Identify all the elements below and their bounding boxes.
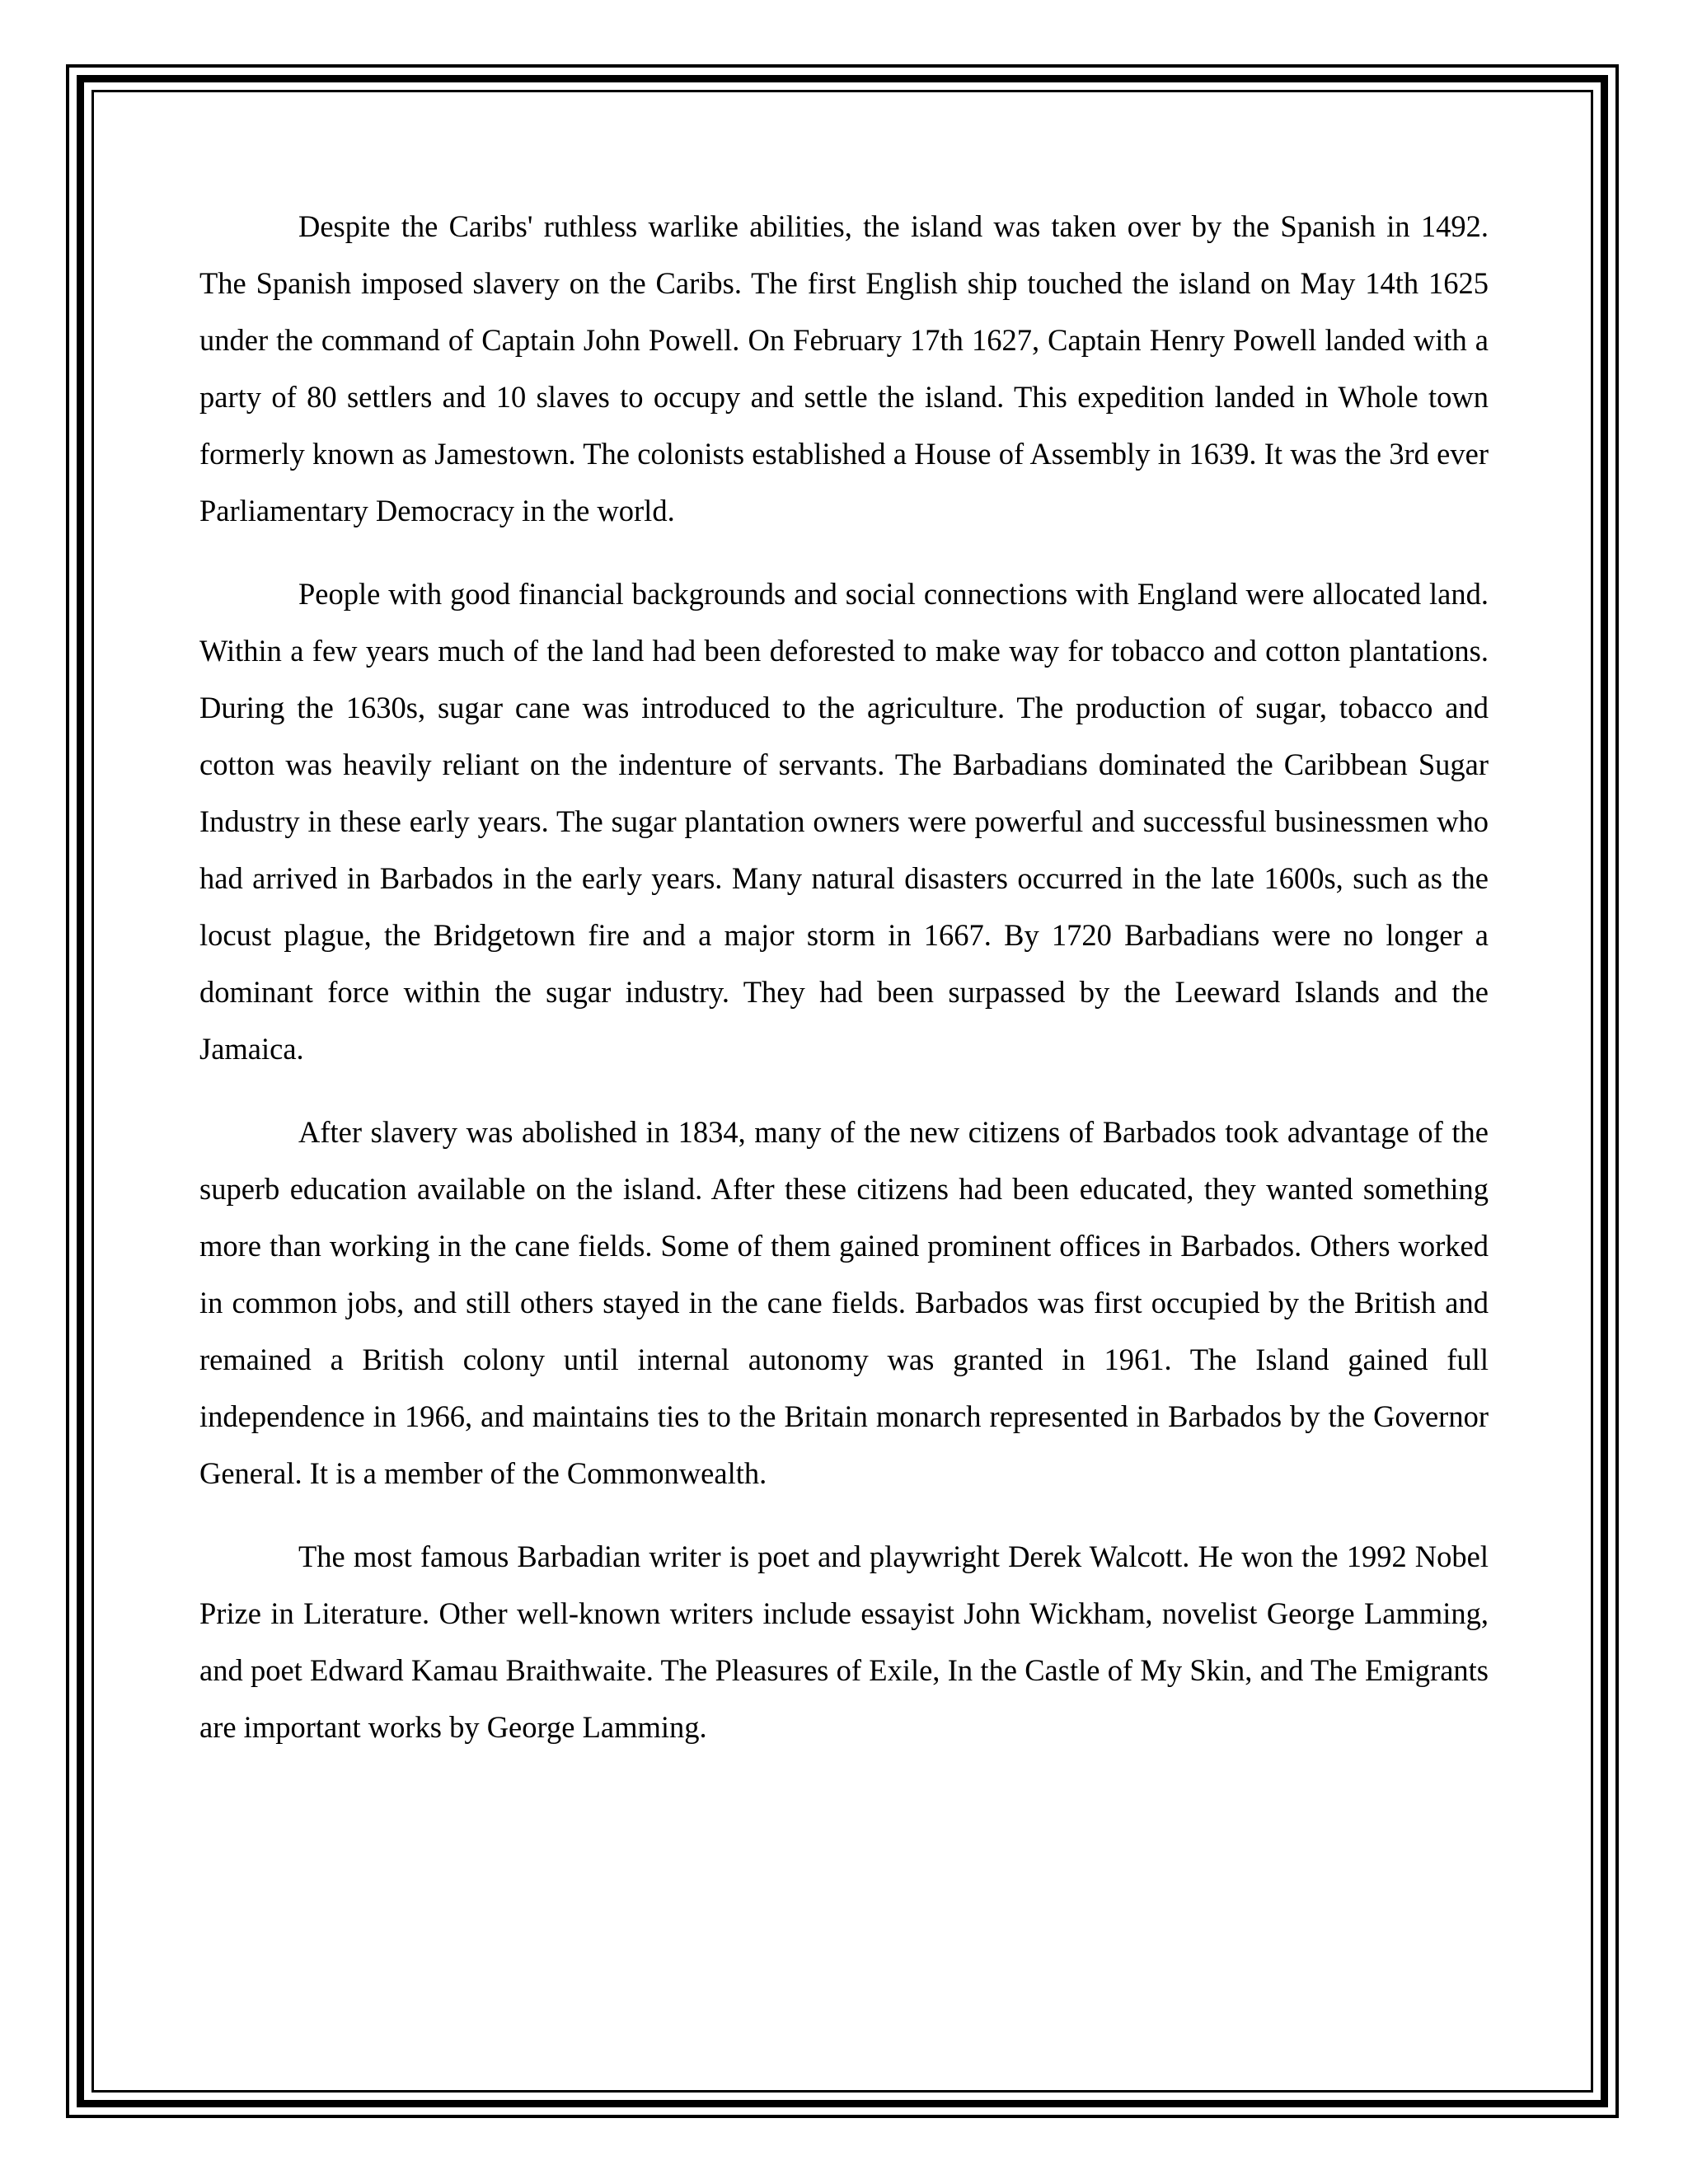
paragraph-post-slavery-independence: After slavery was abolished in 1834, many of the new citizens of Barbados took advantage of the superb education available on the island. After these citizens had been educated, they wanted something more than working in the cane fields. Some of them gained prominent offices in Barbados. Others worked in common jobs, and still others stayed in the cane fields. Barbados was first occupied by the British and remained a British colony until internal autonomy was granted in 1961. The Island gained full independence in 1966, and maintains ties to the Britain monarch represented in Barbados by the Governor General. It is a member of the Commonwealth.: [199, 1115, 1489, 1490]
paragraph-history-spanish-english: Despite the Caribs' ruthless warlike abilities, the island was taken over by the Spanish in 1492. The Spanish imposed slavery on the Caribs. The first English ship touched the island on May 14th 1625 under the command of Captain John Powell. On February 17th 1627, Captain Henry Powell landed with a party of 80 settlers and 10 slaves to occupy and settle the island. This expedition landed in Whole town formerly known as Jamestown. The colonists established a House of Assembly in 1639. It was the 3rd ever Parliamentary Democracy in the world.: [199, 209, 1489, 527]
document-body: [199, 198, 1489, 1782]
paragraph-barbadian-writers: The most famous Barbadian writer is poet and playwright Derek Walcott. He won the 1992 Nobel Prize in Literature. Other well-known writers include essayist John Wickham, novelist George Lamming, and poet Edward Kamau Braithwaite. The Pleasures of Exile, In the Castle of My Skin, and The Emigrants are important works by George Lamming.: [199, 1540, 1489, 1744]
paragraph-sugar-industry: People with good financial backgrounds and social connections with England were allocated land. Within a few years much of the land had been deforested to make way for tobacco and cotton plantations. During the 1630s, sugar cane was introduced to the agriculture. The production of sugar, tobacco and cotton was heavily reliant on the indenture of servants. The Barbadians dominated the Caribbean Sugar Industry in these early years. The sugar plantation owners were powerful and successful businessmen who had arrived in Barbados in the early years. Many natural disasters occurred in the late 1600s, such as the locust plague, the Bridgetown fire and a major storm in 1667. By 1720 Barbadians were no longer a dominant force within the sugar industry. They had been surpassed by the Leeward Islands and the Jamaica.: [199, 577, 1489, 1066]
